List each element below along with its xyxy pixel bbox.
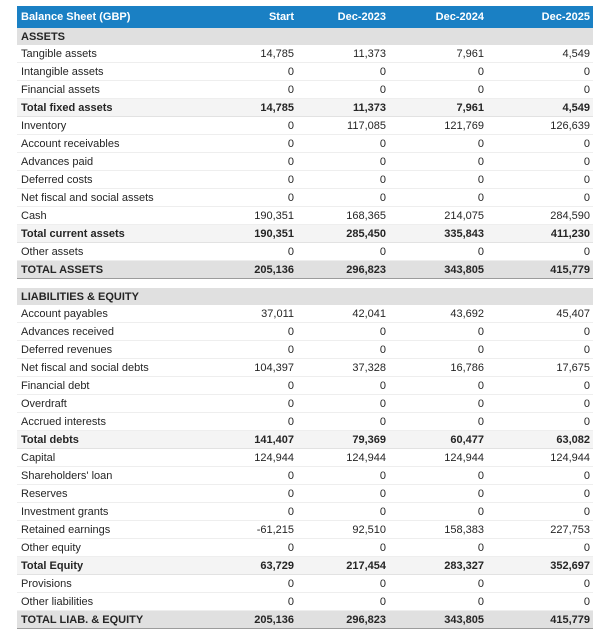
row-label: Other liabilities <box>17 593 207 611</box>
table-row <box>17 575 593 593</box>
row-label: Advances received <box>17 323 207 341</box>
table-row <box>17 261 593 279</box>
cell-value: 79,369 <box>297 431 389 449</box>
row-label: Advances paid <box>17 153 207 171</box>
table-row <box>17 611 593 629</box>
cell-value: 141,407 <box>207 431 297 449</box>
cell-value: 0 <box>297 243 389 261</box>
table-row <box>17 557 593 575</box>
cell-value: 0 <box>207 341 297 359</box>
cell-value: 37,328 <box>297 359 389 377</box>
cell-value: 124,944 <box>389 449 487 467</box>
cell-value: 0 <box>207 575 297 593</box>
cell-value <box>297 28 389 45</box>
cell-value: 343,805 <box>389 261 487 279</box>
cell-value: 190,351 <box>207 207 297 225</box>
cell-value: 42,041 <box>297 305 389 323</box>
cell-value: 0 <box>297 413 389 431</box>
cell-value: 0 <box>207 243 297 261</box>
row-label: Net fiscal and social debts <box>17 359 207 377</box>
cell-value: 0 <box>207 63 297 81</box>
cell-value <box>487 288 593 305</box>
table-row <box>17 153 593 171</box>
cell-value: 4,549 <box>487 45 593 63</box>
cell-value: 0 <box>487 243 593 261</box>
cell-value: 0 <box>487 377 593 395</box>
row-label: Account payables <box>17 305 207 323</box>
cell-value: 0 <box>487 467 593 485</box>
balance-sheet-table <box>17 6 593 629</box>
cell-value: 0 <box>487 81 593 99</box>
cell-value: 0 <box>297 153 389 171</box>
table-row <box>17 467 593 485</box>
cell-value: 0 <box>207 485 297 503</box>
column-header-start: Start <box>207 6 297 28</box>
row-label: Overdraft <box>17 395 207 413</box>
row-label: Total debts <box>17 431 207 449</box>
cell-value: 45,407 <box>487 305 593 323</box>
cell-value: 0 <box>487 575 593 593</box>
row-label: Deferred revenues <box>17 341 207 359</box>
cell-value: 60,477 <box>389 431 487 449</box>
cell-value: 0 <box>389 189 487 207</box>
cell-value: 124,944 <box>207 449 297 467</box>
row-label: Account receivables <box>17 135 207 153</box>
cell-value: 0 <box>389 341 487 359</box>
cell-value: 0 <box>297 135 389 153</box>
row-label: Shareholders' loan <box>17 467 207 485</box>
table-row <box>17 99 593 117</box>
cell-value: 0 <box>487 135 593 153</box>
table-row <box>17 288 593 305</box>
row-label: Capital <box>17 449 207 467</box>
row-label: Provisions <box>17 575 207 593</box>
cell-value: 92,510 <box>297 521 389 539</box>
cell-value: 11,373 <box>297 99 389 117</box>
cell-value: 104,397 <box>207 359 297 377</box>
cell-value: 205,136 <box>207 261 297 279</box>
cell-value: 352,697 <box>487 557 593 575</box>
cell-value: 0 <box>389 135 487 153</box>
table-row <box>17 413 593 431</box>
cell-value: 0 <box>389 63 487 81</box>
row-label: TOTAL ASSETS <box>17 261 207 279</box>
cell-value <box>389 288 487 305</box>
table-row <box>17 377 593 395</box>
cell-value: 0 <box>389 539 487 557</box>
table-row <box>17 323 593 341</box>
row-label: Financial assets <box>17 81 207 99</box>
cell-value: 4,549 <box>487 99 593 117</box>
table-row <box>17 117 593 135</box>
cell-value: 296,823 <box>297 261 389 279</box>
column-header-dec-2023: Dec-2023 <box>297 6 389 28</box>
cell-value: 14,785 <box>207 45 297 63</box>
cell-value: 415,779 <box>487 261 593 279</box>
cell-value: 284,590 <box>487 207 593 225</box>
cell-value: 121,769 <box>389 117 487 135</box>
row-label: Deferred costs <box>17 171 207 189</box>
cell-value: 415,779 <box>487 611 593 629</box>
cell-value: 124,944 <box>487 449 593 467</box>
cell-value: 117,085 <box>297 117 389 135</box>
table-row <box>17 45 593 63</box>
cell-value <box>297 288 389 305</box>
cell-value: 343,805 <box>389 611 487 629</box>
row-label: Total current assets <box>17 225 207 243</box>
row-label: Cash <box>17 207 207 225</box>
cell-value: 0 <box>297 341 389 359</box>
cell-value: 0 <box>487 189 593 207</box>
header-row <box>17 6 593 28</box>
spacer-row <box>17 279 593 289</box>
cell-value: 7,961 <box>389 45 487 63</box>
cell-value: 0 <box>487 171 593 189</box>
cell-value: 0 <box>389 413 487 431</box>
cell-value: 0 <box>207 189 297 207</box>
table-row <box>17 593 593 611</box>
cell-value: 0 <box>389 395 487 413</box>
cell-value <box>389 28 487 45</box>
cell-value: 205,136 <box>207 611 297 629</box>
cell-value: 0 <box>487 539 593 557</box>
table-row <box>17 359 593 377</box>
cell-value: 126,639 <box>487 117 593 135</box>
cell-value: 296,823 <box>297 611 389 629</box>
cell-value <box>207 28 297 45</box>
cell-value: 0 <box>297 593 389 611</box>
table-row <box>17 395 593 413</box>
row-label: Reserves <box>17 485 207 503</box>
cell-value: 0 <box>487 593 593 611</box>
cell-value: 0 <box>389 503 487 521</box>
cell-value: 0 <box>487 341 593 359</box>
cell-value: 0 <box>297 323 389 341</box>
row-label: Other equity <box>17 539 207 557</box>
cell-value: 0 <box>297 575 389 593</box>
cell-value: 0 <box>297 171 389 189</box>
cell-value: 0 <box>297 189 389 207</box>
cell-value: 0 <box>389 485 487 503</box>
column-header-dec-2024: Dec-2024 <box>389 6 487 28</box>
balance-sheet <box>17 6 593 629</box>
table-row <box>17 63 593 81</box>
cell-value: 16,786 <box>389 359 487 377</box>
cell-value: 0 <box>389 467 487 485</box>
cell-value <box>487 28 593 45</box>
cell-value: 0 <box>389 323 487 341</box>
cell-value: 0 <box>207 467 297 485</box>
row-label: Intangible assets <box>17 63 207 81</box>
row-label: ASSETS <box>17 28 207 45</box>
spacer-cell <box>17 279 593 289</box>
cell-value: 217,454 <box>297 557 389 575</box>
cell-value: 0 <box>297 503 389 521</box>
cell-value: 335,843 <box>389 225 487 243</box>
row-label: Accrued interests <box>17 413 207 431</box>
cell-value: 0 <box>389 153 487 171</box>
cell-value: 0 <box>389 81 487 99</box>
cell-value: 0 <box>297 81 389 99</box>
cell-value: 0 <box>207 503 297 521</box>
cell-value: 43,692 <box>389 305 487 323</box>
cell-value: 0 <box>297 63 389 81</box>
cell-value: 63,082 <box>487 431 593 449</box>
cell-value: 37,011 <box>207 305 297 323</box>
row-label: Total Equity <box>17 557 207 575</box>
cell-value: 0 <box>389 243 487 261</box>
table-row <box>17 305 593 323</box>
cell-value: 190,351 <box>207 225 297 243</box>
cell-value: 0 <box>207 323 297 341</box>
cell-value: 0 <box>207 81 297 99</box>
table-row <box>17 431 593 449</box>
cell-value: 11,373 <box>297 45 389 63</box>
cell-value: 0 <box>207 117 297 135</box>
cell-value: 158,383 <box>389 521 487 539</box>
row-label: Tangible assets <box>17 45 207 63</box>
cell-value: 0 <box>207 593 297 611</box>
cell-value: 0 <box>389 593 487 611</box>
cell-value: 285,450 <box>297 225 389 243</box>
cell-value: 0 <box>207 413 297 431</box>
cell-value: 214,075 <box>389 207 487 225</box>
cell-value: 63,729 <box>207 557 297 575</box>
row-label: TOTAL LIAB. & EQUITY <box>17 611 207 629</box>
cell-value: 0 <box>297 377 389 395</box>
table-row <box>17 81 593 99</box>
table-row <box>17 539 593 557</box>
cell-value: 0 <box>487 63 593 81</box>
row-label: Total fixed assets <box>17 99 207 117</box>
cell-value: 411,230 <box>487 225 593 243</box>
cell-value: 0 <box>487 323 593 341</box>
cell-value <box>207 288 297 305</box>
table-row <box>17 28 593 45</box>
cell-value: 0 <box>207 135 297 153</box>
row-label: Inventory <box>17 117 207 135</box>
cell-value: 0 <box>297 539 389 557</box>
cell-value: 0 <box>487 503 593 521</box>
cell-value: 0 <box>389 377 487 395</box>
cell-value: 0 <box>207 171 297 189</box>
table-row <box>17 521 593 539</box>
cell-value: 14,785 <box>207 99 297 117</box>
column-header-dec-2025: Dec-2025 <box>487 6 593 28</box>
row-label: LIABILITIES & EQUITY <box>17 288 207 305</box>
cell-value: 168,365 <box>297 207 389 225</box>
cell-value: 227,753 <box>487 521 593 539</box>
table-row <box>17 135 593 153</box>
cell-value: 0 <box>297 395 389 413</box>
row-label: Investment grants <box>17 503 207 521</box>
cell-value: 283,327 <box>389 557 487 575</box>
cell-value: 0 <box>207 377 297 395</box>
row-label: Retained earnings <box>17 521 207 539</box>
table-row <box>17 449 593 467</box>
table-body <box>17 28 593 629</box>
table-row <box>17 225 593 243</box>
cell-value: 0 <box>389 575 487 593</box>
cell-value: 0 <box>297 467 389 485</box>
table-row <box>17 341 593 359</box>
cell-value: 0 <box>207 395 297 413</box>
table-row <box>17 243 593 261</box>
table-title: Balance Sheet (GBP) <box>17 6 207 28</box>
cell-value: 7,961 <box>389 99 487 117</box>
cell-value: 0 <box>207 153 297 171</box>
row-label: Other assets <box>17 243 207 261</box>
cell-value: 17,675 <box>487 359 593 377</box>
cell-value: 0 <box>297 485 389 503</box>
row-label: Net fiscal and social assets <box>17 189 207 207</box>
cell-value: 0 <box>487 413 593 431</box>
cell-value: 0 <box>487 395 593 413</box>
table-row <box>17 503 593 521</box>
row-label: Financial debt <box>17 377 207 395</box>
cell-value: 124,944 <box>297 449 389 467</box>
table-row <box>17 207 593 225</box>
cell-value: 0 <box>389 171 487 189</box>
cell-value: 0 <box>487 153 593 171</box>
cell-value: 0 <box>207 539 297 557</box>
table-row <box>17 171 593 189</box>
cell-value: 0 <box>487 485 593 503</box>
table-row <box>17 189 593 207</box>
cell-value: -61,215 <box>207 521 297 539</box>
table-row <box>17 485 593 503</box>
